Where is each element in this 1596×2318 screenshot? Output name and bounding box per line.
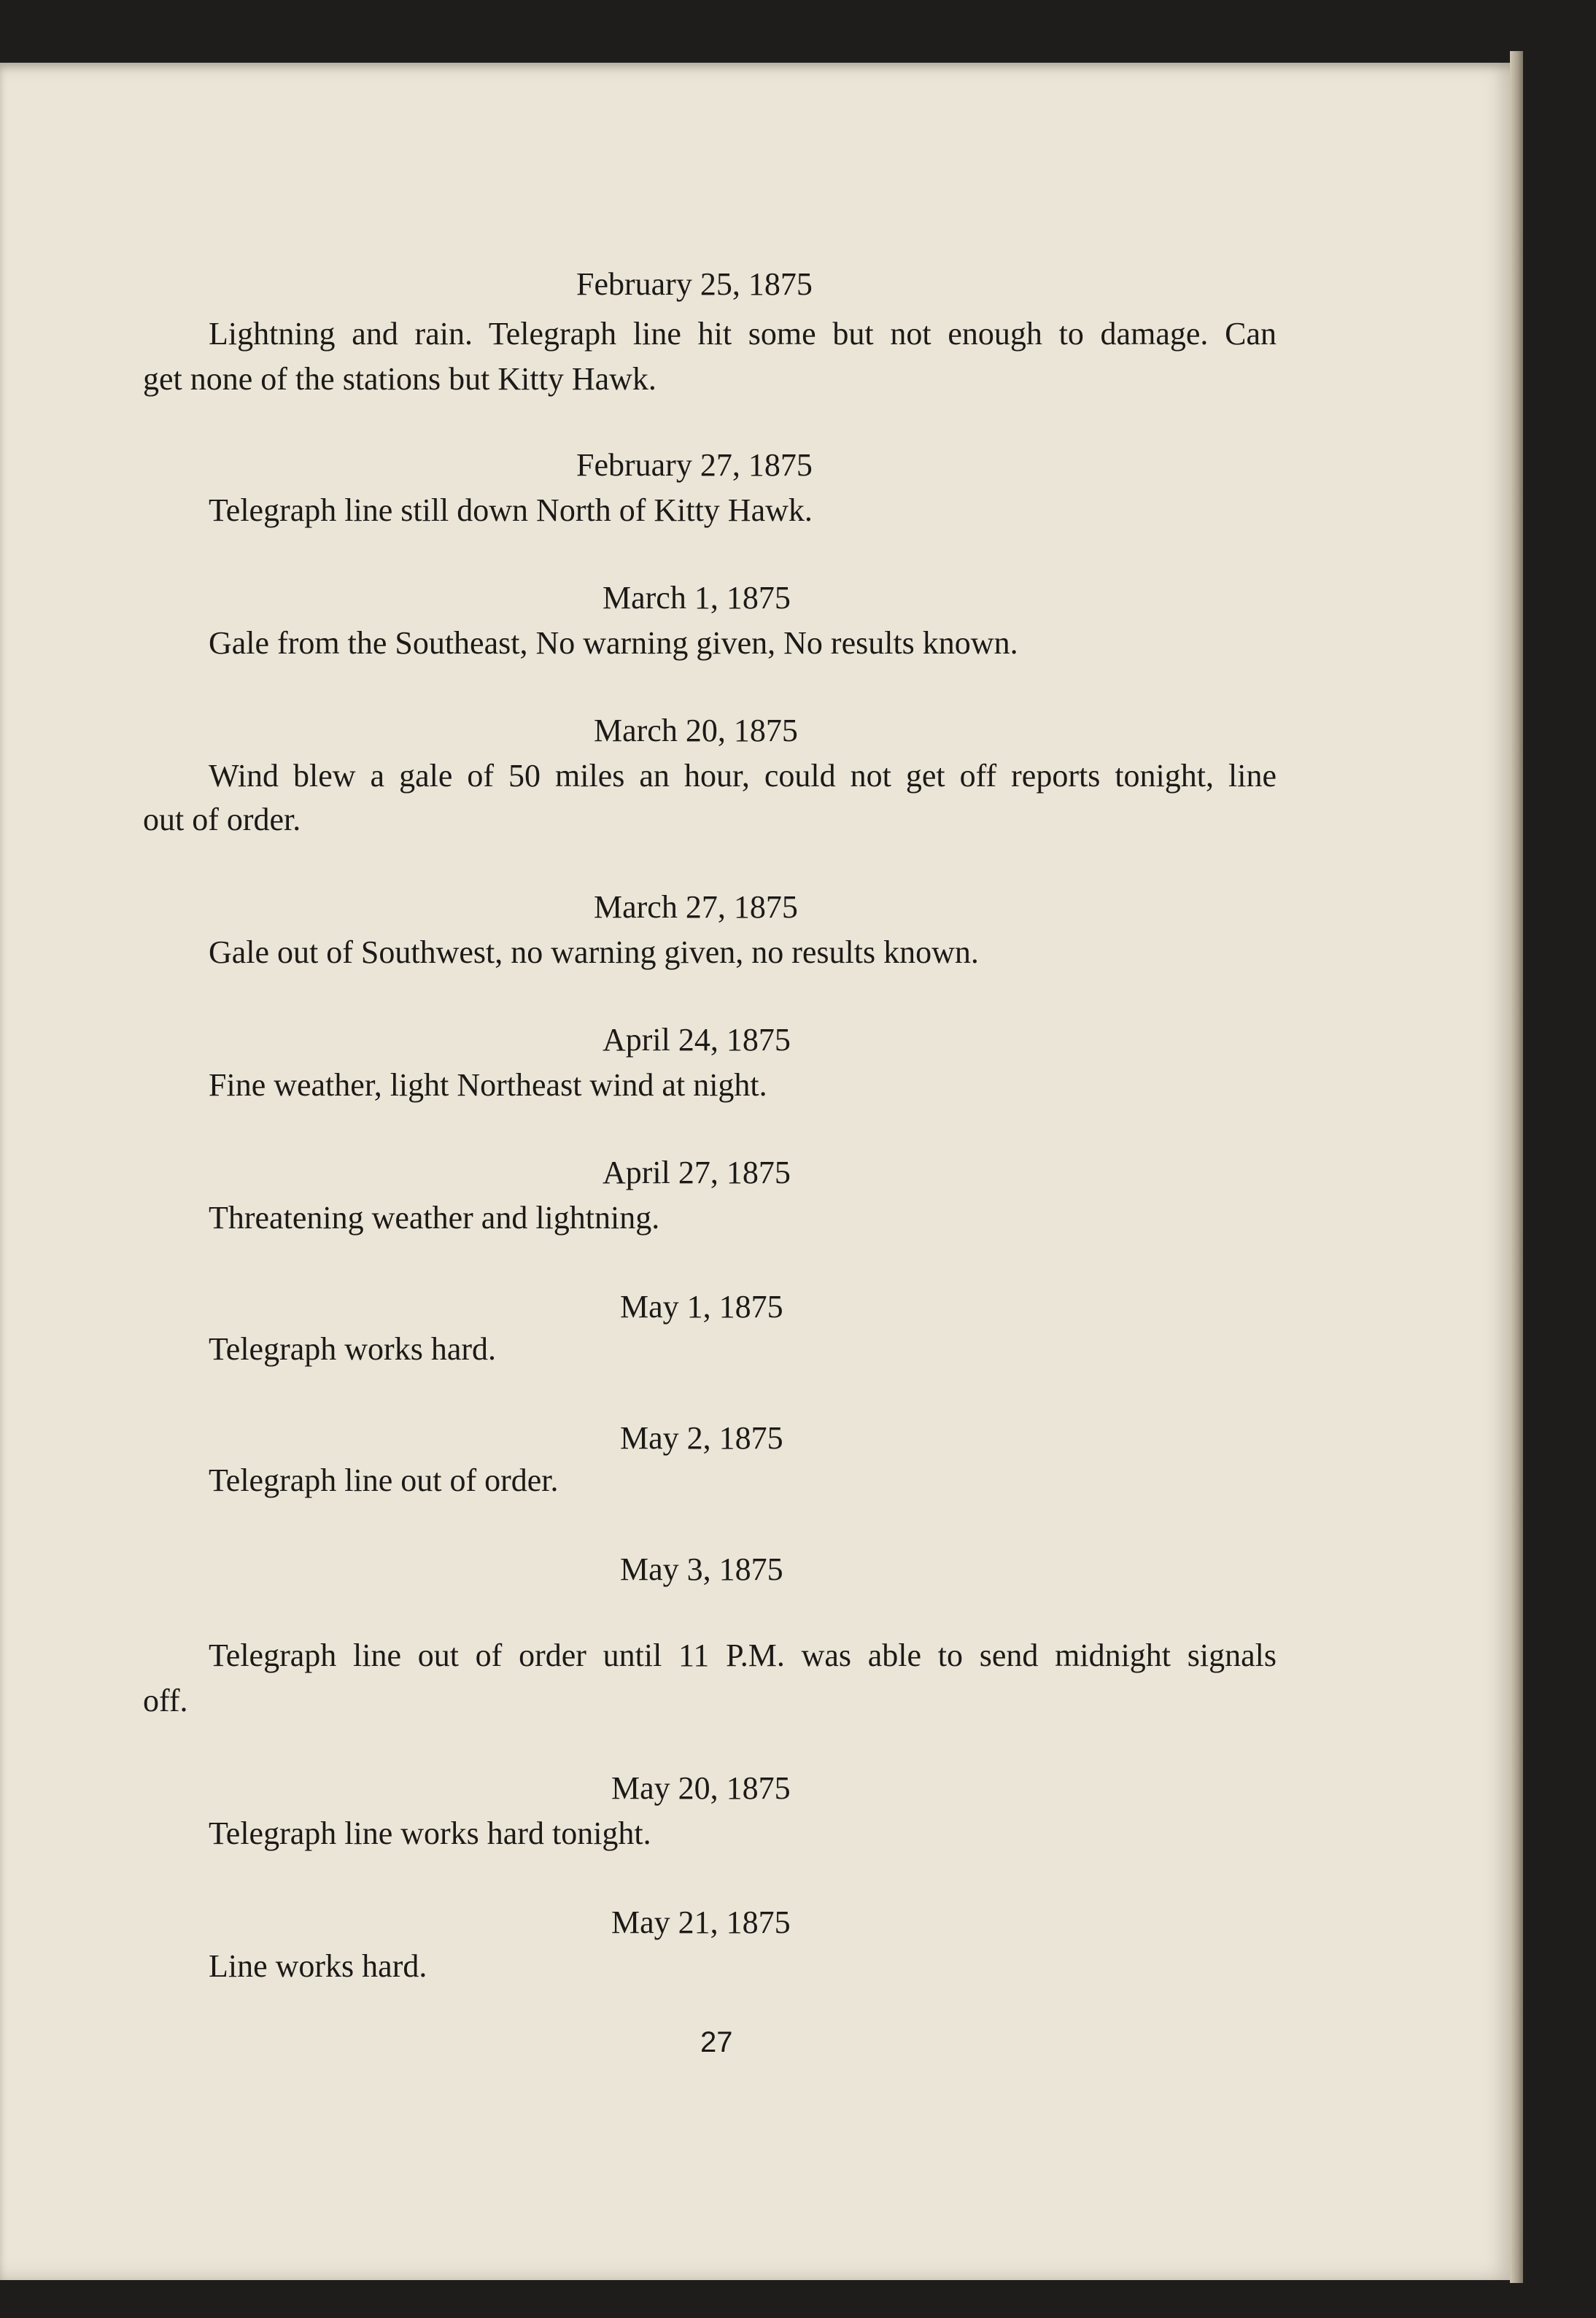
entry-text-line: Gale from the Southeast, No warning given, No results known.: [209, 625, 1018, 661]
entry-text-line: Fine weather, light Northeast wind at night.: [209, 1067, 767, 1103]
entry-date: May 1, 1875: [620, 1289, 783, 1325]
entry-text-line: get none of the stations but Kitty Hawk.: [143, 361, 656, 397]
entry-text-line: Threatening weather and lightning.: [209, 1200, 660, 1236]
entry-text-line: Telegraph works hard.: [209, 1331, 497, 1367]
entry-date: February 27, 1875: [576, 447, 813, 483]
entry-date: May 21, 1875: [611, 1904, 791, 1940]
entry-text-line: Wind blew a gale of 50 miles an hour, could not get off reports tonight, line: [209, 758, 1277, 794]
entry-date: April 27, 1875: [603, 1155, 791, 1190]
entry-date: March 27, 1875: [594, 889, 798, 925]
entry-date: March 1, 1875: [603, 580, 791, 616]
entry-date: May 3, 1875: [620, 1551, 783, 1587]
entry-text-line: Gale out of Southwest, no warning given, no results known.: [209, 934, 979, 970]
page-edge: [1510, 51, 1523, 2283]
entry-date: May 20, 1875: [611, 1770, 791, 1806]
page-number: 27: [700, 2026, 733, 2058]
entry-text-line: off.: [143, 1683, 188, 1718]
entry-text-line: Telegraph line out of order.: [209, 1462, 559, 1498]
entry-text-line: Lightning and rain. Telegraph line hit some but not enough to damage. Can: [209, 316, 1277, 352]
entry-text-line: Telegraph line still down North of Kitty Hawk.: [209, 492, 813, 528]
entry-text-line: Line works hard.: [209, 1948, 427, 1984]
entry-date: February 25, 1875: [576, 266, 813, 302]
entry-text-line: Telegraph line works hard tonight.: [209, 1815, 651, 1851]
entry-text-line: Telegraph line out of order until 11 P.M. was able to send midnight signals: [209, 1637, 1277, 1673]
entry-date: March 20, 1875: [594, 713, 798, 748]
entry-date: May 2, 1875: [620, 1420, 783, 1456]
entry-text-line: out of order.: [143, 802, 301, 837]
entry-date: April 24, 1875: [603, 1022, 791, 1058]
